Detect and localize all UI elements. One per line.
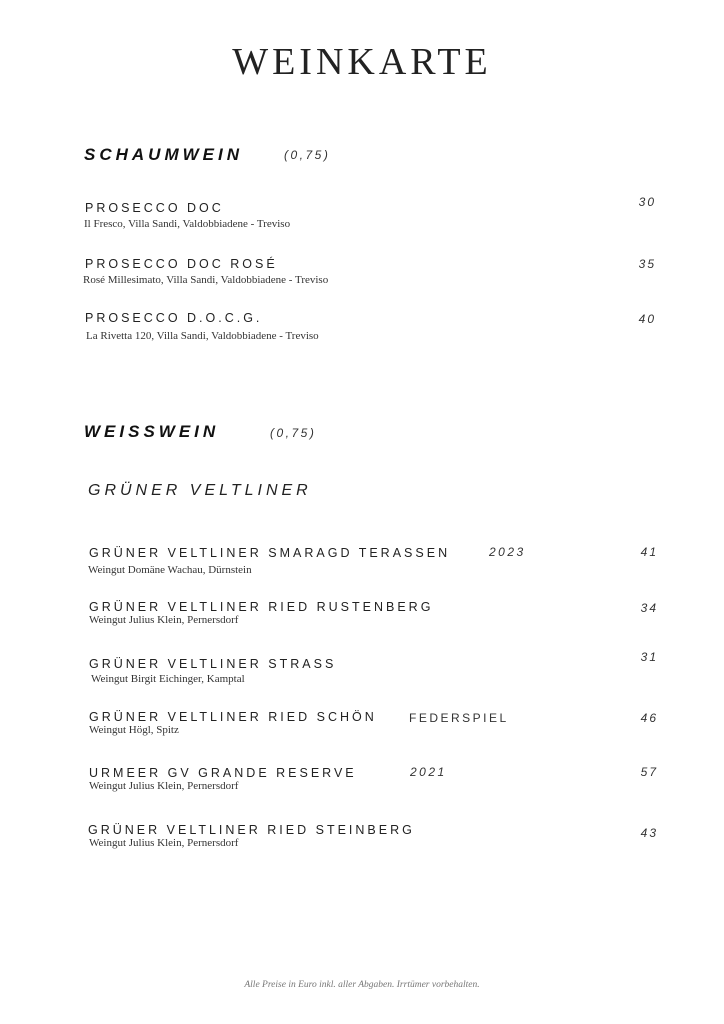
wine-name: PROSECCO D.O.C.G. — [85, 311, 263, 325]
wine-name: GRÜNER VELTLINER RIED STEINBERG — [88, 823, 415, 837]
wine-extra-label: FEDERSPIEL — [409, 711, 509, 725]
wine-price: 57 — [640, 765, 658, 779]
wine-price: 46 — [640, 711, 658, 725]
wine-description: Rosé Millesimato, Villa Sandi, Valdobbiadene - Treviso — [83, 274, 329, 286]
wine-name: URMEER GV GRANDE RESERVE — [89, 766, 357, 780]
wine-price: 35 — [638, 257, 656, 271]
wine-name: GRÜNER VELTLINER RIED RUSTENBERG — [89, 600, 434, 614]
wine-name: GRÜNER VELTLINER STRASS — [89, 657, 337, 671]
wine-price: 40 — [638, 312, 656, 326]
wine-price: 41 — [640, 545, 658, 559]
subsection-heading: GRÜNER VELTLINER — [88, 482, 312, 499]
wine-year: 2023 — [489, 545, 526, 559]
wine-description: Weingut Högl, Spitz — [89, 724, 179, 736]
wine-description: Il Fresco, Villa Sandi, Valdobbiadene - Treviso — [84, 218, 291, 230]
wine-description: Weingut Julius Klein, Pernersdorf — [89, 614, 239, 626]
section-heading-schaumwein: SCHAUMWEIN — [84, 145, 243, 164]
wine-description: Weingut Julius Klein, Pernersdorf — [89, 780, 239, 792]
page-title: WEINKARTE — [232, 41, 492, 83]
wine-name: GRÜNER VELTLINER SMARAGD TERASSEN — [89, 546, 451, 560]
wine-description: Weingut Birgit Eichinger, Kamptal — [91, 673, 245, 685]
section-volume: (0,75) — [270, 426, 317, 440]
footer-note: Alle Preise in Euro inkl. aller Abgaben. Irrtümer vorbehalten. — [244, 980, 480, 990]
wine-price: 43 — [640, 826, 658, 840]
section-volume: (0,75) — [284, 148, 331, 162]
wine-price: 30 — [638, 195, 656, 209]
wine-price: 34 — [640, 601, 658, 615]
wine-name: GRÜNER VELTLINER RIED SCHÖN — [89, 710, 377, 724]
section-heading-weisswein: WEISSWEIN — [84, 422, 220, 441]
wine-name: PROSECCO DOC ROSÉ — [85, 257, 278, 271]
wine-description: Weingut Julius Klein, Pernersdorf — [89, 837, 239, 849]
wine-year: 2021 — [410, 765, 447, 779]
wine-name: PROSECCO DOC — [85, 201, 224, 215]
wine-description: La Rivetta 120, Villa Sandi, Valdobbiadene - Treviso — [86, 330, 319, 342]
wine-price: 31 — [640, 650, 658, 664]
wine-description: Weingut Domäne Wachau, Dürnstein — [88, 564, 252, 576]
